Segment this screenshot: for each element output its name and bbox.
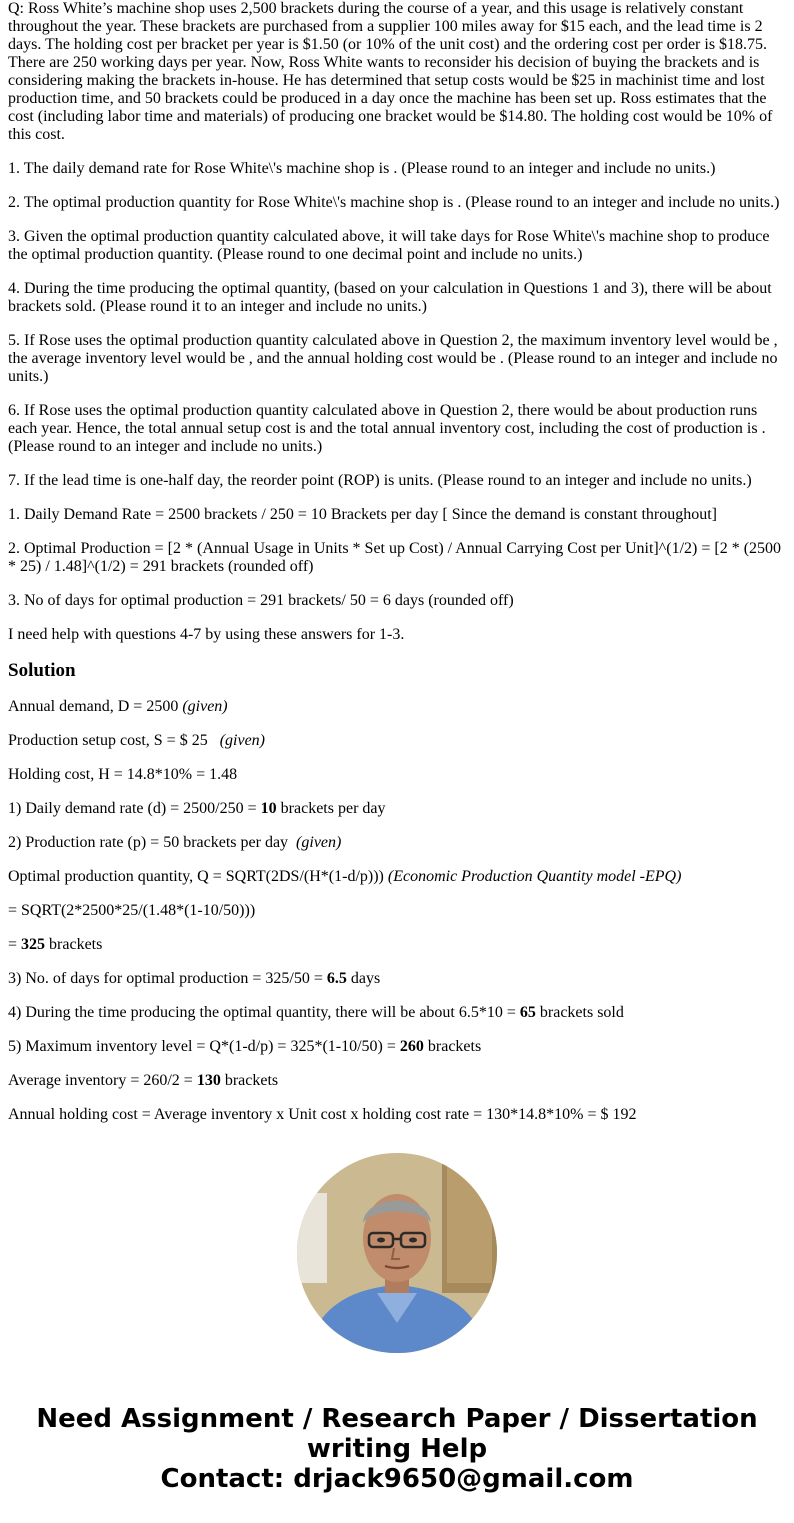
question-item-3: 3. Given the optimal production quantity calculated above, it will take days for Rose White\'s machine shop to produce the optimal production quantity. (Please round to one decimal point and include no units.) (8, 228, 770, 263)
epq-model-note: (Economic Production Quantity model -EPQ) (387, 868, 682, 885)
average-inventory-value: 130 (196, 1072, 221, 1089)
max-inventory-value: 260 (399, 1038, 424, 1055)
production-days-value: 6.5 (326, 970, 347, 987)
question-item-4: 4. During the time producing the optimal quantity, (based on your calculation in Questions 1 and 3), there will be about brackets sold. (Please round it to an integer and include no units.) (8, 280, 772, 315)
attempt-1: 1. Daily Demand Rate = 2500 brackets / 250 = 10 Brackets per day [ Since the demand is constant throughout] (8, 506, 717, 523)
question-item-5: 5. If Rose uses the optimal production quantity calculated above in Question 2, the maximum inventory level would be , the average inventory level would be , and the annual holding cost would be . (Please round to an integer and include no units.) (8, 332, 778, 385)
footer-line-2: writing Help (306, 1434, 488, 1464)
annual-demand-line: Annual demand, D = 2500 (given) (8, 698, 228, 715)
step-1-line: 1) Daily demand rate (d) = 2500/250 = 10 brackets per day (8, 800, 386, 817)
holding-cost-line: Holding cost, H = 14.8*10% = 1.48 (8, 766, 238, 783)
question-item-1: 1. The daily demand rate for Rose White\'s machine shop is . (Please round to an integer and include no units.) (8, 160, 716, 177)
help-request: I need help with questions 4-7 by using these answers for 1-3. (8, 626, 405, 643)
step-5-line: 5) Maximum inventory level = Q*(1-d/p) = 325*(1-10/50) = 260 brackets (8, 1038, 482, 1055)
step-2-line: 2) Production rate (p) = 50 brackets per day (given) (8, 834, 342, 851)
daily-demand-value: 10 (260, 800, 277, 817)
given-note: (given) (296, 834, 342, 851)
question-item-2: 2. The optimal production quantity for Rose White\'s machine shop is . (Please round to an integer and include no units.) (8, 194, 780, 211)
q-formula-line: Optimal production quantity, Q = SQRT(2DS/(H*(1-d/p))) (Economic Production Quantity model -EPQ) (8, 868, 682, 885)
q-result-line: = 325 brackets (8, 936, 103, 953)
optimal-quantity-value: 325 (21, 936, 46, 953)
q-calc-line: = SQRT(2*2500*25/(1.48*(1-10/50))) (8, 902, 256, 919)
given-note: (given) (182, 698, 228, 715)
solution-heading: Solution (8, 660, 76, 681)
attempt-2: 2. Optimal Production = [2 * (Annual Usage in Units * Set up Cost) / Annual Carrying Cost per Unit]^(1/2) = [2 * (2500 * 25) / 1.48]^(1/2) = 291 brackets (rounded off) (8, 540, 782, 575)
step-3-line: 3) No. of days for optimal production = 325/50 = 6.5 days (8, 970, 381, 987)
given-note: (given) (219, 732, 265, 749)
footer-line-1: Need Assignment / Research Paper / Dissertation (36, 1404, 758, 1434)
author-portrait-icon (297, 1153, 497, 1353)
question-item-6: 6. If Rose uses the optimal production quantity calculated above in Question 2, there would be about production runs each year. Hence, the total annual setup cost is and the total annual inventory cost, including the cost of production is . (Please round to an integer and include no units.) (8, 402, 766, 455)
holding-cost-result-line: Annual holding cost = Average inventory x Unit cost x holding cost rate = 130*14.8*10% = $ 192 (8, 1106, 637, 1123)
author-avatar (297, 1153, 497, 1353)
question-intro: Q: Ross White’s machine shop uses 2,500 brackets during the course of a year, and this usage is relatively constant throughout the year. These brackets are purchased from a supplier 100 miles away for $15 each, and the lead time is 2 days. The holding cost per bracket per year is $1.50 (or 10% of the unit cost) and the ordering cost per order is $18.75. There are 250 working days per year. Now, Ross White wants to reconsider his decision of buying the brackets and is considering making the brackets in-house. He has determined that setup costs would be $25 in machinist time and lost production time, and 50 brackets could be produced in a day once the machine has been set up. Ross estimates that the cost (including labor time and materials) of producing one bracket would be $14.80. The holding cost would be 10% of this cost. (8, 0, 773, 143)
attempt-3: 3. No of days for optimal production = 291 brackets/ 50 = 6 days (rounded off) (8, 592, 514, 609)
step-4-line: 4) During the time producing the optimal quantity, there will be about 6.5*10 = 65 brackets sold (8, 1004, 624, 1021)
footer-contact: Contact: drjack9650@gmail.com (160, 1464, 634, 1494)
footer-banner (0, 1404, 794, 1494)
question-item-7: 7. If the lead time is one-half day, the reorder point (ROP) is units. (Please round to an integer and include no units.) (8, 472, 752, 489)
average-inventory-line: Average inventory = 260/2 = 130 brackets (8, 1072, 279, 1089)
document-content (8, 0, 786, 1124)
setup-cost-line: Production setup cost, S = $ 25 (given) (8, 732, 265, 749)
brackets-sold-value: 65 (519, 1004, 536, 1021)
